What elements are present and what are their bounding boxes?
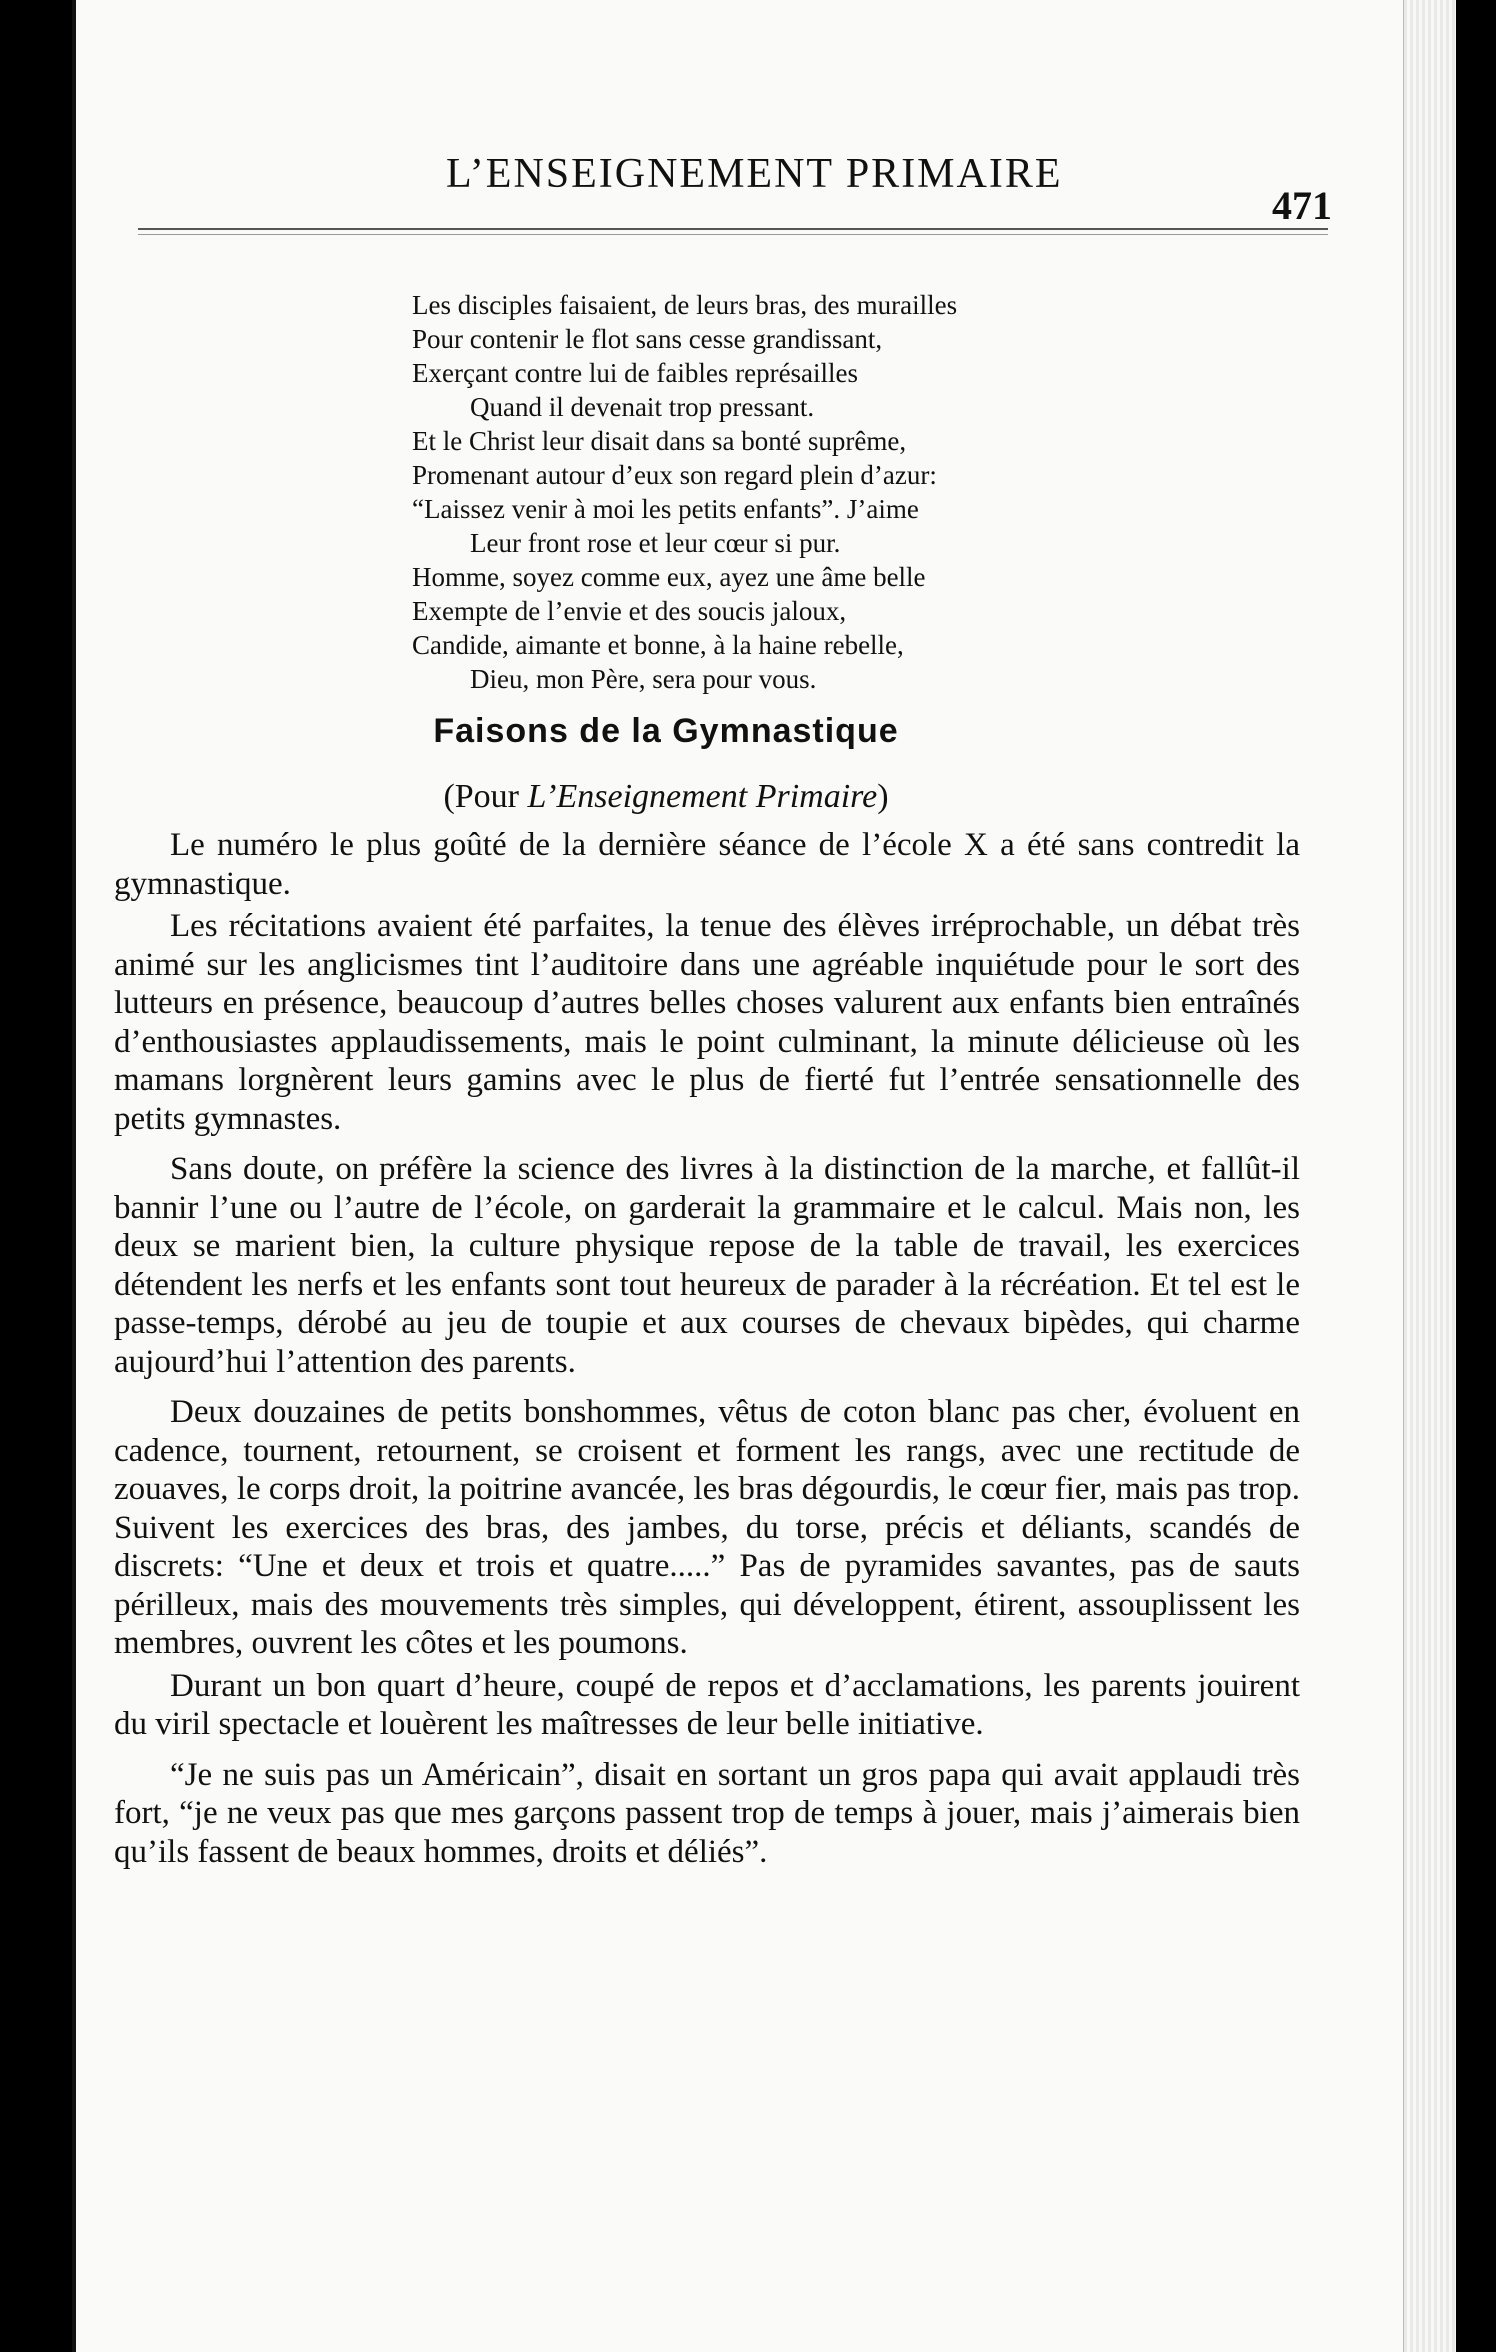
paragraph: “Je ne suis pas un Américain”, disait en sortant un gros papa qui avait applaudi très fort, “je ne veux pas que mes garçons passent trop de temps à jouer, mais j’aimerais bien qu’ils fassent de beaux hommes, droits et déliés”. bbox=[114, 1756, 1300, 1870]
subtitle-publication: L’Enseignement Primaire bbox=[527, 778, 878, 815]
poem-line: Dieu, mon Père, sera pour vous. bbox=[470, 664, 817, 694]
header-rule-thin bbox=[138, 234, 1328, 235]
subtitle-suffix: ) bbox=[877, 778, 889, 815]
page-edge bbox=[1403, 0, 1456, 2352]
paragraph: Sans doute, on préfère la science des livres à la distinction de la marche, et fallût-il bannir l’une ou l’autre de l’école, on garderait la grammaire et le calcul. Mais non, les deux se marient bien, la culture physique repose de la table de travail, les exercices détendent les nerfs et les enfants sont tout heureux de parader à la récréation. Et tel est le passe-temps, dérobé au jeu de toupie et aux courses de chevaux bipèdes, qui charme aujourd’hui l’attention des parents. bbox=[114, 1151, 1300, 1380]
poem-line: Les disciples faisaient, de leurs bras, des murailles bbox=[412, 290, 958, 320]
page-number: 471 bbox=[1272, 183, 1332, 228]
paragraph: Deux douzaines de petits bonshommes, vêtus de coton blanc pas cher, évoluent en cadence, tournent, retournent, se croisent et forment les rangs, avec une rectitude de zouaves, le corps droit, la poitrine avancée, les bras dégourdis, le cœur fier, mais pas trop. Suivent les exercices des bras, des jambes, du torse, précis et déliants, scandés de discrets: “Une et deux et trois et quatre.....” Pas de pyramides savantes, pas de sauts périlleux, mais des mouvements très simples, qui développent, étirent, assouplissent les membres, ouvrent les côtes et les poumons. bbox=[114, 1394, 1300, 1661]
article-title: Faisons de la Gymnastique bbox=[433, 712, 899, 750]
poem bbox=[412, 288, 1172, 696]
poem-line: Promenant autour d’eux son regard plein d’azur: bbox=[412, 460, 937, 490]
header-rule bbox=[138, 228, 1328, 230]
poem-line: Pour contenir le flot sans cesse grandissant, bbox=[412, 324, 883, 354]
running-head: L’ENSEIGNEMENT PRIMAIRE bbox=[446, 151, 1063, 197]
poem-line: Leur front rose et leur cœur si pur. bbox=[470, 528, 841, 558]
poem-line: Exempte de l’envie et des soucis jaloux, bbox=[412, 596, 847, 626]
poem-line: Quand il devenait trop pressant. bbox=[470, 392, 815, 422]
poem-line: “Laissez venir à moi les petits enfants”. J’aime bbox=[412, 494, 919, 524]
poem-line: Exerçant contre lui de faibles représailles bbox=[412, 358, 859, 388]
subtitle-prefix: (Pour bbox=[443, 778, 528, 815]
article-body bbox=[114, 826, 1300, 1875]
poem-line: Et le Christ leur disait dans sa bonté suprême, bbox=[412, 426, 907, 456]
poem-line: Homme, soyez comme eux, ayez une âme belle bbox=[412, 562, 926, 592]
paragraph: Durant un bon quart d’heure, coupé de repos et d’acclamations, les parents jouirent du viril spectacle et louèrent les maîtresses de leur belle initiative. bbox=[114, 1667, 1300, 1742]
article-subtitle bbox=[76, 778, 1256, 816]
book-page bbox=[72, 0, 1456, 2352]
paragraph: Les récitations avaient été parfaites, la tenue des élèves irréprochable, un débat très animé sur les anglicismes tint l’auditoire dans une agréable inquiétude pour le sort des lutteurs en présence, beaucoup d’autres belles choses valurent aux enfants bien entraînés d’enthousiastes applaudissements, mais le point culminant, la minute délicieuse où les mamans lorgnèrent leurs gamins avec le plus de fierté fut l’entrée sensationnelle des petits gymnastes. bbox=[114, 908, 1300, 1137]
poem-line: Candide, aimante et bonne, à la haine rebelle, bbox=[412, 630, 904, 660]
paragraph: Le numéro le plus goûté de la dernière séance de l’école X a été sans contredit la gymnastique. bbox=[114, 827, 1300, 902]
